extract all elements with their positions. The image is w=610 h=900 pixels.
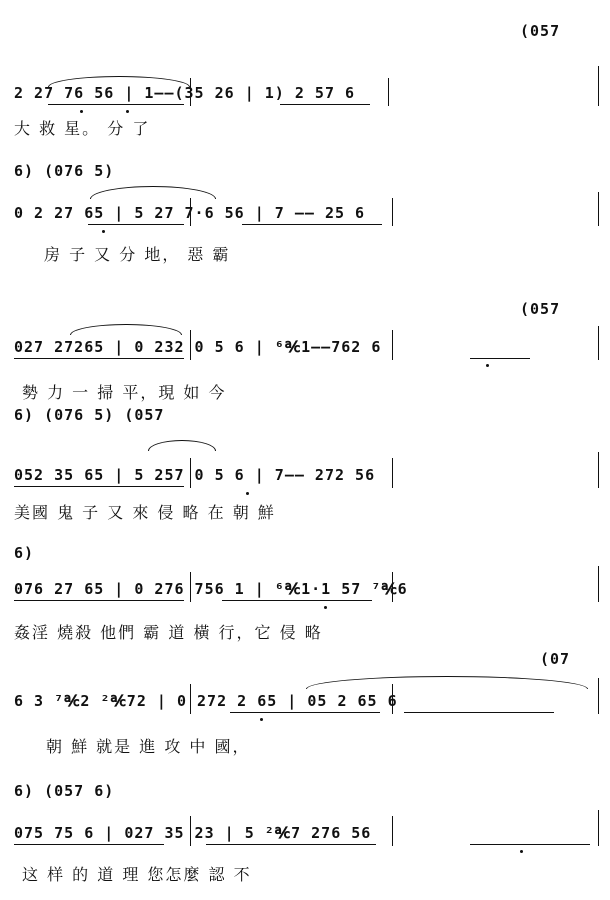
beam: [14, 600, 184, 601]
barline: [392, 572, 393, 602]
barline: [392, 330, 393, 360]
barline: [598, 810, 599, 846]
notes-line-5: 076 27 65 | 0 276 756 1 | ⁶℀1·1 57 ⁷℀6: [14, 580, 408, 598]
pre-line-4: 6) (076 5) (057: [14, 406, 165, 424]
lyrics-line-3: 勢 力 一 掃 平，現 如 今: [22, 383, 227, 402]
octave-dot: [520, 850, 523, 853]
pre-line-6: (07: [540, 650, 571, 668]
slur: [70, 324, 182, 335]
barline: [598, 678, 599, 714]
octave-dot: [324, 606, 327, 609]
barline: [190, 330, 191, 360]
slur: [90, 186, 216, 199]
pre-line-5: 6): [14, 544, 35, 562]
beam: [14, 486, 184, 487]
octave-dot: [80, 110, 83, 113]
beam: [470, 358, 530, 359]
barline: [598, 192, 599, 226]
barline: [190, 572, 191, 602]
octave-dot: [260, 718, 263, 721]
barline: [392, 816, 393, 846]
beam: [230, 712, 380, 713]
notes-line-7: 075 75 6 | 027 35 23 | 5 ²℀7 276 56: [14, 824, 372, 842]
lyrics-line-7: 这 样 的 道 理 您怎麼 認 不: [22, 865, 252, 884]
lyrics-line-5: 姦淫 燒殺 他們 霸 道 橫 行，它 侵 略: [14, 623, 323, 642]
barline: [598, 326, 599, 360]
barline: [392, 684, 393, 714]
beam: [222, 600, 372, 601]
lyrics-line-1: 大 救 星。 分 了: [14, 119, 151, 138]
beam: [48, 104, 184, 105]
beam: [470, 844, 590, 845]
lyrics-line-4: 美國 鬼 子 又 來 侵 略 在 朝 鮮: [14, 503, 276, 522]
octave-dot: [486, 364, 489, 367]
octave-dot: [102, 230, 105, 233]
barline: [392, 198, 393, 226]
slur: [306, 676, 588, 689]
lyrics-line-2: 房 子 又 分 地， 惡 霸: [44, 245, 231, 264]
barline: [190, 78, 191, 106]
barline: [388, 78, 389, 106]
barline: [190, 684, 191, 714]
slur: [148, 440, 216, 451]
lyrics-line-6: 朝 鮮 就是 進 攻 中 國，: [46, 737, 251, 756]
pre-line-2: 6) (076 5): [14, 162, 115, 180]
barline: [598, 452, 599, 488]
notes-line-1: 2 27 76 56 | 1——(35 26 | 1) 2 57 6: [14, 84, 356, 102]
pre-line-3: (057: [520, 300, 561, 318]
pre-line-1: (057: [520, 22, 561, 40]
notes-line-2: 0 2 27 65 | 5 27 7·6 56 | 7 —— 25 6: [14, 204, 366, 222]
beam: [242, 224, 382, 225]
octave-dot: [126, 110, 129, 113]
barline: [392, 458, 393, 488]
beam: [14, 844, 164, 845]
pre-line-7: 6) (057 6): [14, 782, 115, 800]
beam: [206, 844, 376, 845]
barline: [190, 816, 191, 846]
notes-line-6: 6 3 ⁷℀2 ²℀72 | 0 272 2 65 | 05 2 65 6: [14, 692, 398, 710]
barline: [190, 458, 191, 488]
octave-dot: [246, 492, 249, 495]
barline: [598, 66, 599, 106]
notes-line-3: 027 27265 | 0 232 0 5 6 | ⁶℀1——762 6: [14, 338, 382, 356]
beam: [14, 358, 184, 359]
barline: [598, 566, 599, 602]
beam: [280, 104, 370, 105]
beam: [404, 712, 554, 713]
barline: [190, 198, 191, 226]
beam: [88, 224, 184, 225]
notes-line-4: 052 35 65 | 5 257 0 5 6 | 7—— 272 56: [14, 466, 376, 484]
